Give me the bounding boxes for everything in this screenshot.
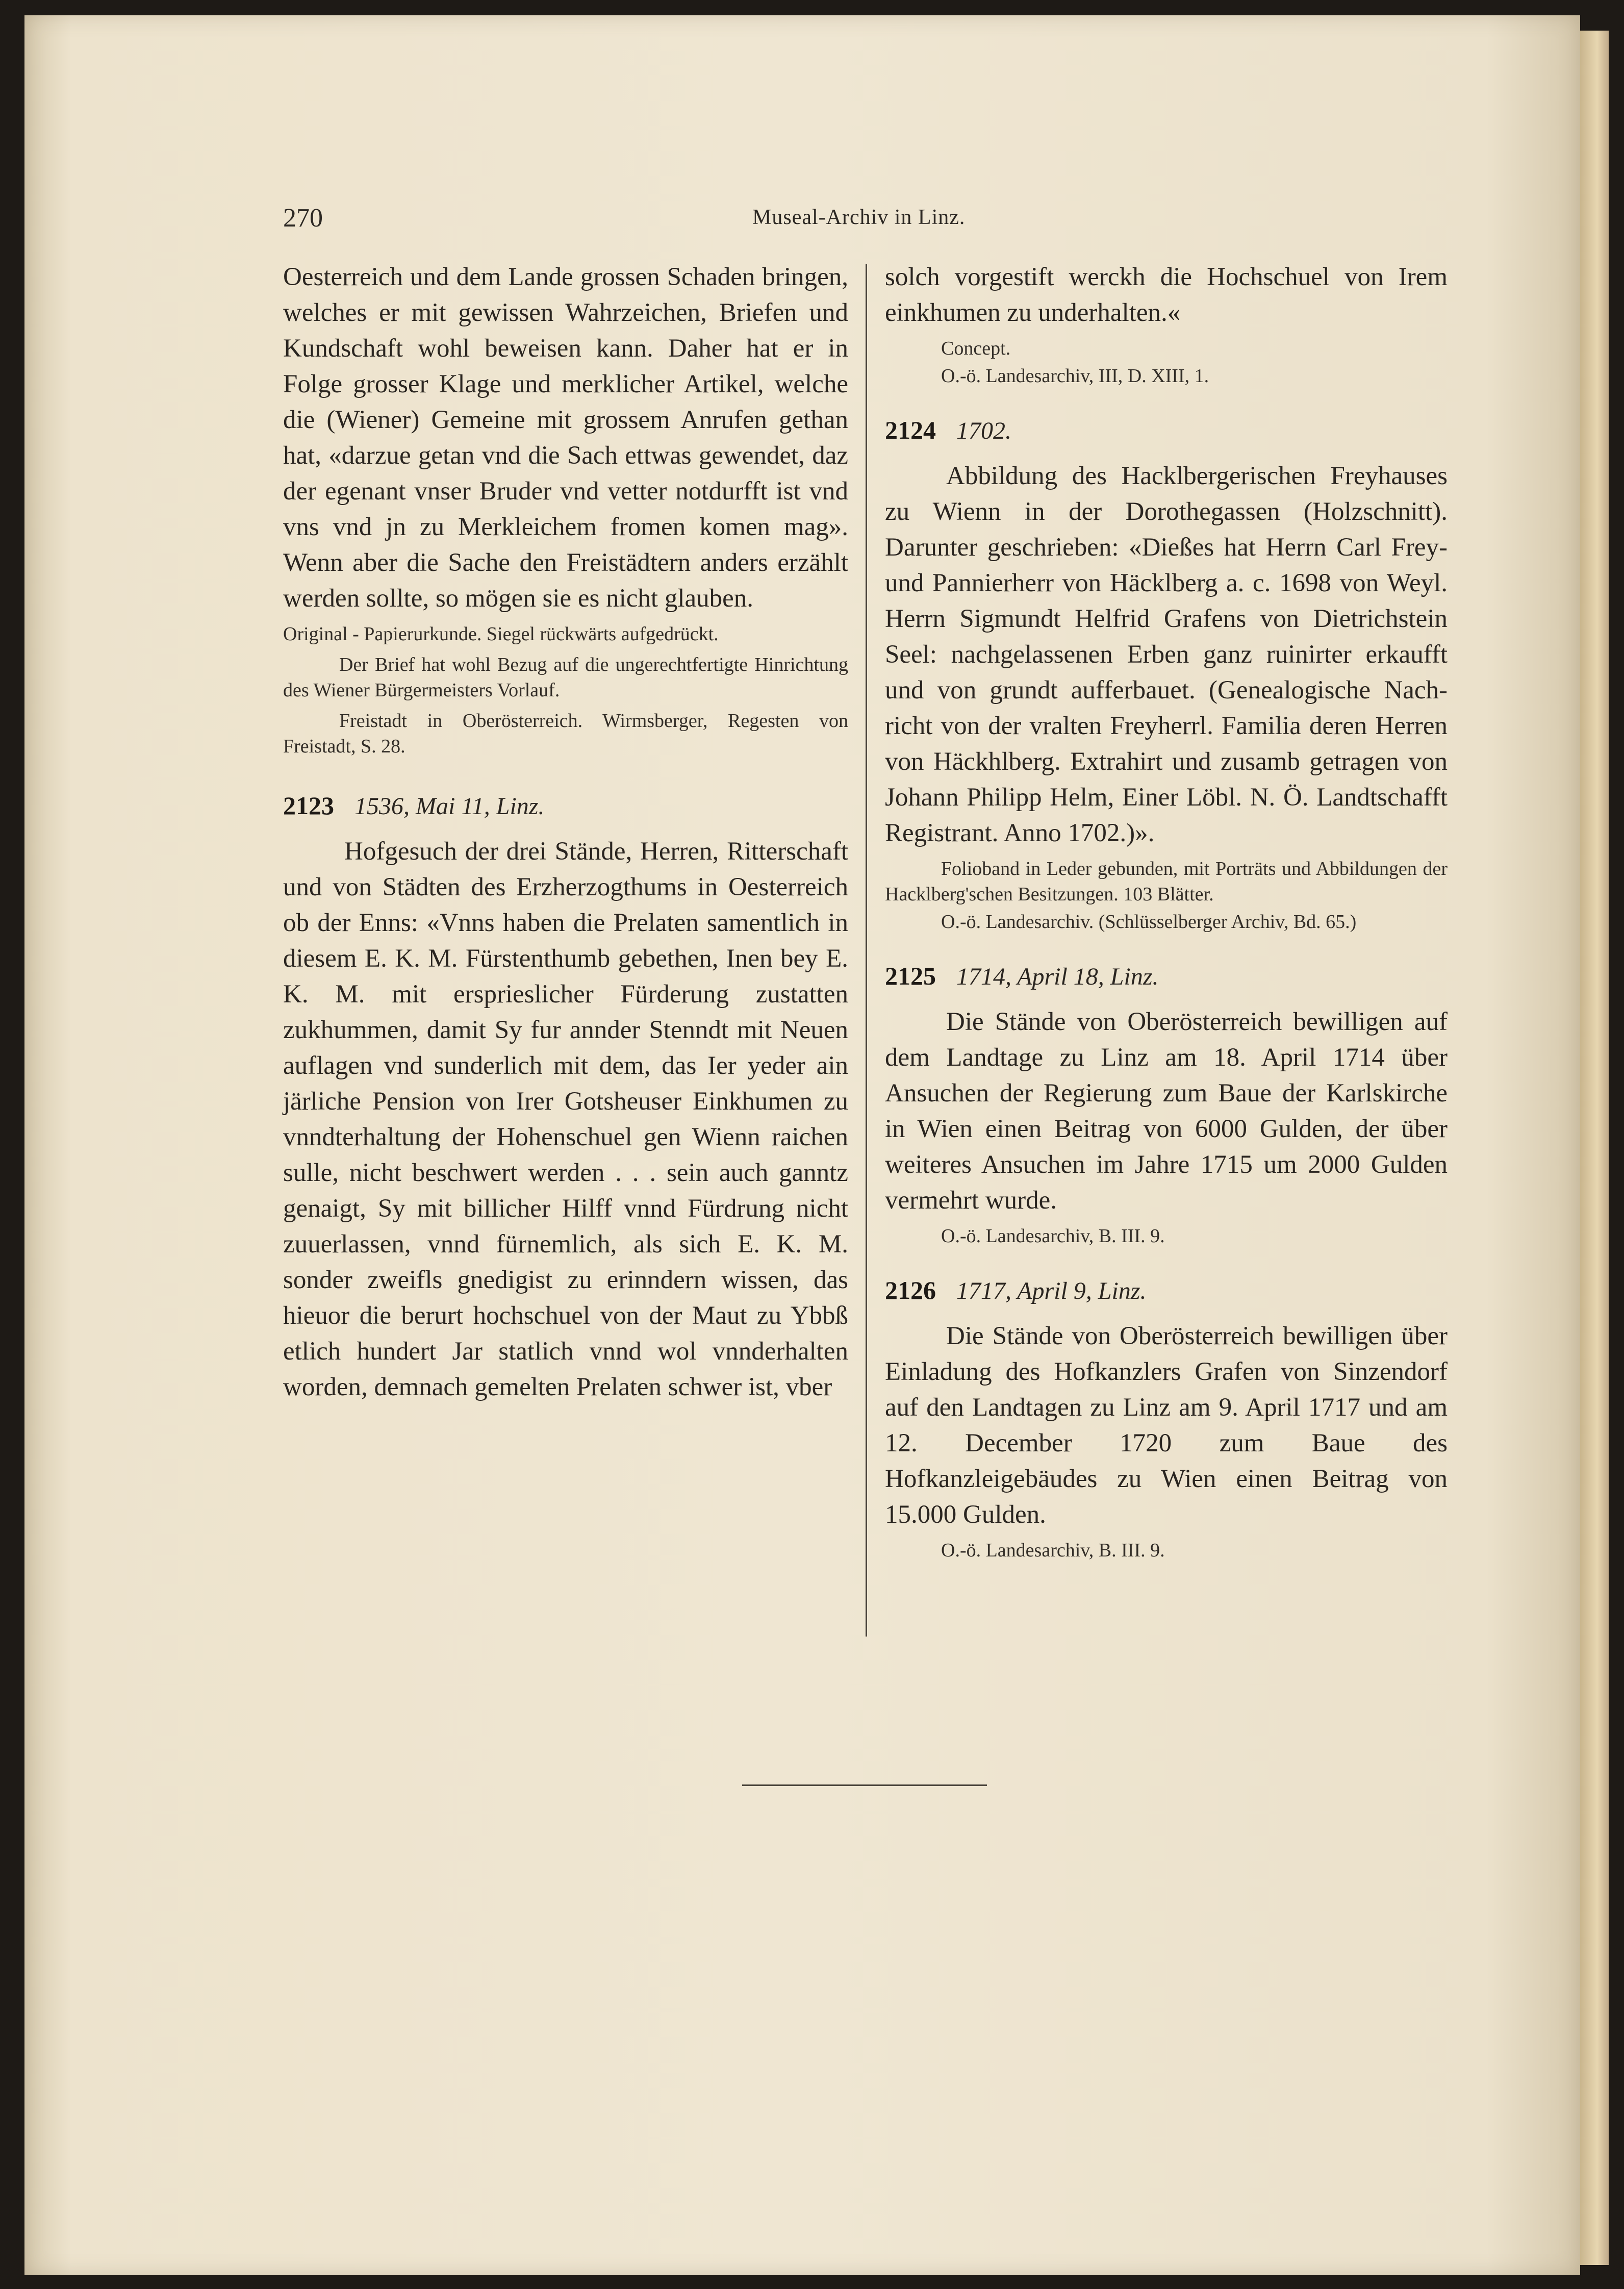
entry-text-2123: Hofgesuch der drei Stände, Herren, Ritterschaft und von Städten des Erzherzogthums in Oesterreich ob der Enns: «Vnns haben die Prelaten samentlich in diesem E. K. M. Fürstenthumb gebethen, Inen bey E. K. M. mit ersprieslicher Fürderung zustatten zukhummen, damit Sy fur annder Stenndt mit Neuen auflagen vnd sunderlich mit dem, das Ier yeder ain järliche Pension von Irer Gotsheuser Einkhumen zu vnndterhaltung der Hohenschuel gen Wienn raichen sulle, nicht beschwert werden . . . sein auch ganntz genaigt, Sy mit billicher Hilff vnnd Fürdrung nicht zuuerlassen, vnnd fürnemlich, als sich E. K. M. sonder zweifls gnedigist zu erinndern wissen, das hieuor die berurt hochschuel von der Maut zu Ybbß etlich hundert Jar statlich vnnd wol vnnderhalten worden, demnach gemelten Prelaten schwer ist, vber: [283, 837, 848, 1401]
commentary-note: Der Brief hat wohl Bezug auf die ungerechtfertigte Hinrichtung des Wiener Bürgermeisters Vorlauf.: [283, 654, 848, 701]
entry-heading-2123: [283, 791, 848, 820]
column-divider: [866, 264, 867, 1637]
entry-number: 2126: [885, 1276, 936, 1304]
closing-rule: [742, 1784, 987, 1786]
entry-heading-2124: [885, 415, 1448, 445]
entry-date: 1702.: [956, 417, 1011, 444]
entry-date: 1714, April 18, Linz.: [956, 963, 1159, 990]
entry-text-2126: Die Stände von Oberösterreich bewilligen über Einladung des Hofkanzlers Grafen von Sinzendorf auf den Landtagen zu Linz am 9. April 1717 und am 12. December 1720 zum Baue des Hofkanzleigebäudes zu Wien einen Beitrag von 15.000 Gulden.: [885, 1322, 1448, 1529]
intro-paragraph: Oesterreich und dem Lande grossen Schaden bringen, welches er mit gewissen Wahrzeichen, Briefen und Kundschaft wohl beweisen kann. Daher hat er in Folge grosser Klage und merklicher Artikel, welche die (Wiener) Gemeine mit grossem Anrufen gethan hat, «darzue getan vnd die Sach ettwas gewendet, daz der egenant vnser Bruder vnd vetter notdurfft ist vnd vns vnd jn zu Merkleichem fromen komen mag». Wenn aber die Sache den Freistädtern anders erzählt werden sollte, so mögen sie es nicht glauben.: [283, 263, 848, 613]
right-column: [885, 259, 1448, 1563]
source-note: Original - Papierurkunde. Siegel rückwärts aufgedrückt.: [283, 623, 719, 645]
continuation-paragraph: solch vorgestift werckh die Hochschuel von Irem einkhumen zu underhalten.«: [885, 263, 1448, 327]
entry-text-2124: Abbildung des Hacklbergerischen Freyhauses zu Wienn in der Dorothegassen (Holzschnitt). Darunter geschrieben: «Dießes hat Herrn Carl Frey- und Pannierherr von Häcklberg a. c. 1698 von Weyl. Herrn Sigmundt Helfrid Grafens von Dietrichstein Seel: nachgelassenen Erben ganz ruinirter erkaufft und von grundt aufferbauet. (Genealogische Nachricht von der vralten Freyherrl. Familia deren Herren von Häckhlberg. Extrahirt und zusamb getragen von Johann Philipp Helm, Einer Löbl. N. Ö. Landtschafft Registrant. Anno 1702.)».: [885, 462, 1448, 847]
reference-note: Freistadt in Oberösterreich. Wirmsberger, Regesten von Freistadt, S. 28.: [283, 710, 848, 757]
archive-note: O.-ö. Landesarchiv, B. III. 9.: [941, 1225, 1165, 1247]
archive-note: O.-ö. Landesarchiv, III, D. XIII, 1.: [941, 365, 1209, 387]
concept-note: Concept.: [941, 338, 1011, 359]
running-head: Museal-Archiv in Linz.: [752, 206, 966, 229]
page-header: [283, 203, 1497, 234]
entry-number: 2123: [283, 791, 334, 820]
entry-heading-2126: [885, 1275, 1448, 1305]
page-fore-edge: [1580, 31, 1609, 2265]
entry-number: 2125: [885, 962, 936, 990]
entry-text-2125: Die Stände von Oberösterreich bewilligen auf dem Landtage zu Linz am 18. April 1714 über Ansuchen der Regierung zum Baue der Karlskirche in Wien einen Beitrag von 6000 Gulden, der über weiteres Ansuchen im Jahre 1715 um 2000 Gulden vermehrt wurde.: [885, 1008, 1448, 1215]
archive-note: O.-ö. Landesarchiv. (Schlüsselberger Archiv, Bd. 65.): [941, 911, 1357, 933]
archive-note: O.-ö. Landesarchiv, B. III. 9.: [941, 1540, 1165, 1561]
entry-number: 2124: [885, 416, 936, 444]
page-number: 270: [283, 204, 323, 233]
entry-date: 1717, April 9, Linz.: [956, 1277, 1147, 1304]
description-note: Folioband in Leder gebunden, mit Porträts und Abbildungen der Hacklberg'schen Besitzungen. 103 Blätter.: [885, 858, 1448, 905]
entry-heading-2125: [885, 961, 1448, 991]
left-column: [283, 259, 848, 1405]
entry-date: 1536, Mai 11, Linz.: [354, 793, 545, 820]
